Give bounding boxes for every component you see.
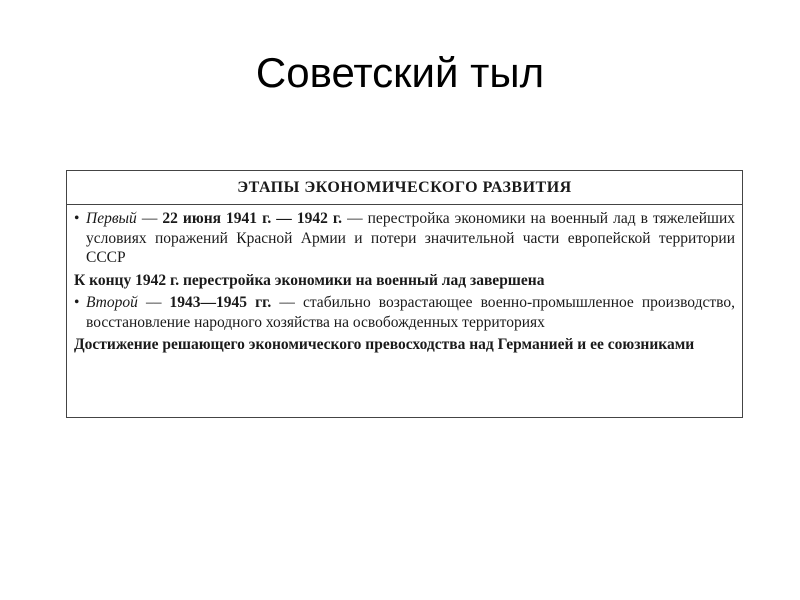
stage-name: Второй <box>86 294 138 311</box>
stage-dates: 22 июня 1941 г. — 1942 г. <box>162 210 343 227</box>
table-body <box>67 205 742 355</box>
conclusion-1942: К концу 1942 г. перестройка экономики на военный лад завершена <box>74 271 545 289</box>
stage-description: — перестройка экономики на военный лад в тяжелейших условиях поражений Красной Армии и потери значительной части европейской территории СССР <box>86 210 735 266</box>
bullet-icon: • <box>74 210 80 227</box>
stage-first <box>74 209 735 268</box>
stage-dates: 1943—1945 гг. <box>169 294 272 311</box>
stage-description: –– стабильно возрастающее военно-промышленное производство, восстановление народного хозяйства на освобожденных территориях <box>86 294 735 331</box>
table-header: ЭТАПЫ ЭКОНОМИЧЕСКОГО РАЗВИТИЯ <box>67 171 742 205</box>
stage-name: Первый <box>86 210 137 227</box>
bullet-icon: • <box>74 294 80 311</box>
stages-table <box>66 170 743 418</box>
conclusion-superiority: Достижение решающего экономического превосходства над Германией и ее союзниками <box>74 336 695 353</box>
stage-second <box>74 293 735 332</box>
stage-dash: –– <box>137 294 170 311</box>
stage-dash: — <box>136 210 163 227</box>
slide-title: Советский тыл <box>255 49 545 96</box>
